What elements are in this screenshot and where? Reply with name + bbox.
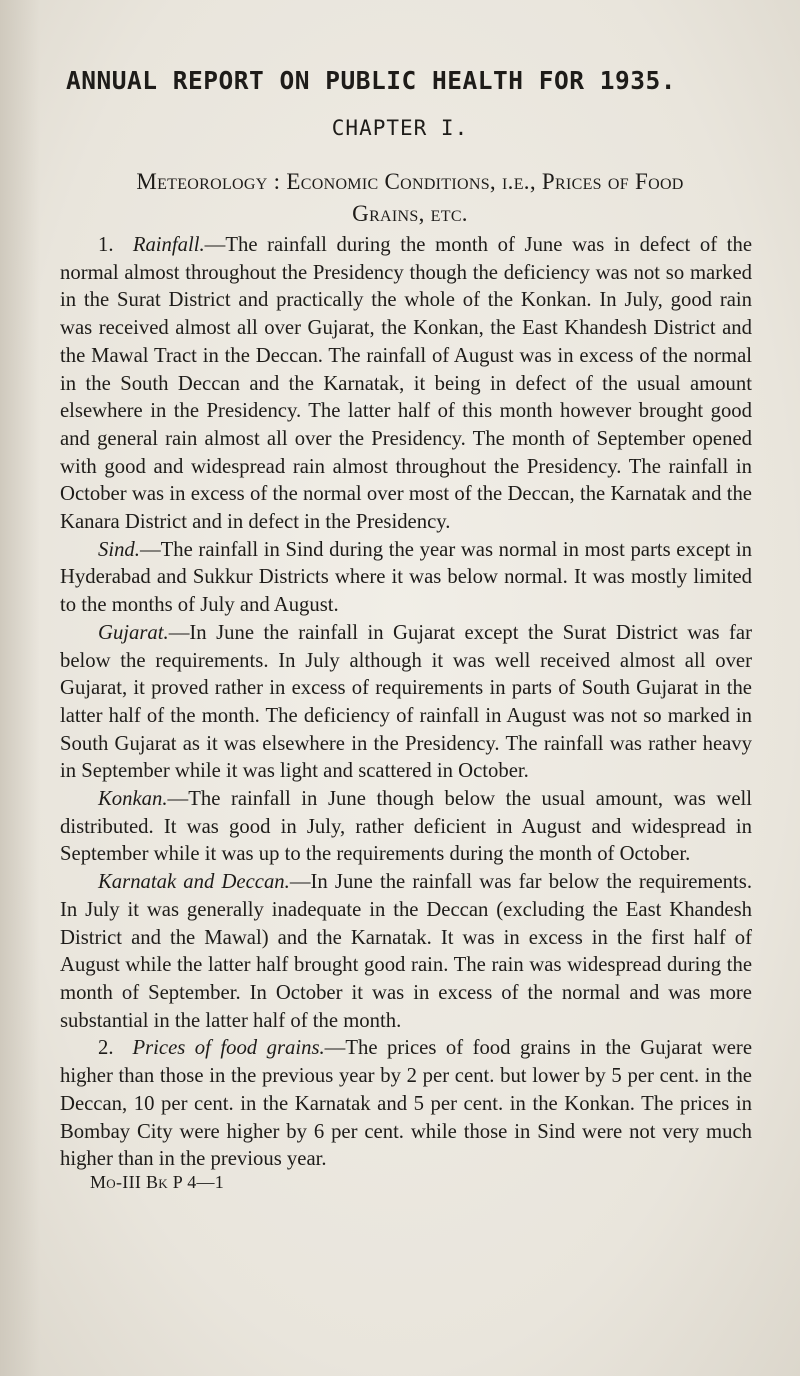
paragraph-rainfall (60, 232, 752, 537)
paragraph-text: —In June the rainfall was far below the requirements. In July it was generally inadequate in the Deccan (excluding the East Khandesh District and the Mawal) and the Karnatak. It was in excess in the first half of August while the latter half brought good rain. The rain was widespread during the month of September. In October it was in excess of the normal and was more substantial in the latter half of the month. (60, 871, 752, 1032)
chapter-subtitle (60, 166, 760, 230)
paragraph-text: —The rainfall in Sind during the year was normal in most parts except in Hyderabad and Sukkur Districts where it was below normal. It was mostly limited to the months of July and August. (60, 538, 752, 617)
paragraph-gujarat (60, 620, 752, 786)
subtitle-line-1: Meteorology : Economic Conditions, i.e., Prices of Food (136, 169, 684, 194)
paragraph-text: —In June the rainfall in Gujarat except the Surat District was far below the requirements. In July although it was well received almost all over Gujarat, it proved rather in excess of requirements in parts of South Gujarat in the latter half of the month. The deficiency of rainfall in August was not so marked in South Gujarat as it was elsewhere in the Presidency. The rainfall was rather heavy in September while it was light and scattered in October. (60, 621, 752, 783)
paragraph-prices (60, 1035, 752, 1174)
section-number: 2. (98, 1037, 114, 1060)
subtitle-line-2: Grains, etc. (352, 201, 468, 226)
section-heading: Konkan. (98, 788, 168, 811)
report-title: ANNUAL REPORT ON PUBLIC HEALTH FOR 1935. (66, 66, 677, 95)
paragraph-text: —The rainfall in June though below the usual amount, was well distributed. It was good in July, rather deficient in August and widespread in September while it was up to the requirements during the month of October. (60, 788, 752, 866)
paragraph-text: —The prices of food grains in the Gujarat were higher than those in the previous year by 2 per cent. but lower by 5 per cent. in the Deccan, 10 per cent. in the Karnatak and 5 per cent. in the Konkan. The prices in Bombay City were higher by 6 per cent. while those in Sind were not very much higher than in the previous year. (60, 1037, 753, 1171)
paragraph-text: —The rainfall during the month of June was in defect of the normal almost throughout the Presidency though the deficiency was not so marked in the Surat District and practically the whole of the Konkan. In July, good rain was received almost all over Gujarat, the Konkan, the East Khandesh District and the Mawal Tract in the Deccan. The rainfall of August was in excess of the normal in the South Deccan and the Karnatak, it being in defect of the usual amount elsewhere in the Presidency. The latter half of this month however brought good and general rain almost all over the Presidency. The month of September opened with good and widespread rain almost throughout the Presidency. The rainfall in October was in excess of the normal over most of the Deccan, the Karnatak and the Kanara District and in defect in the Presidency. (60, 234, 753, 534)
section-number: 1. (98, 234, 114, 256)
section-heading: Gujarat. (98, 621, 169, 644)
section-heading: Rainfall. (132, 234, 205, 256)
paragraph-sind (60, 537, 752, 620)
report-body (60, 232, 752, 1174)
section-heading: Prices of food grains. (132, 1037, 325, 1060)
section-heading: Sind. (98, 538, 140, 561)
page-edge-shadow (0, 0, 40, 1376)
paragraph-konkan (60, 786, 752, 869)
section-heading: Karnatak and Deccan. (98, 871, 290, 894)
chapter-heading: CHAPTER I. (331, 116, 469, 140)
paragraph-karnatak-deccan (60, 869, 752, 1035)
print-code: Mo-III Bk P 4—1 (90, 1172, 225, 1192)
